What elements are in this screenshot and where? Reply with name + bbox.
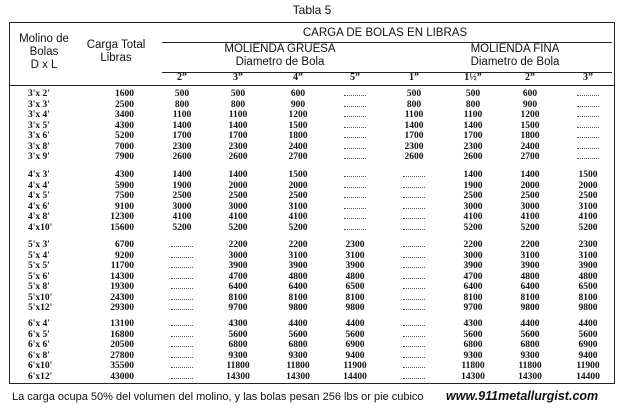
- mill-header-line: Bolas: [29, 46, 59, 58]
- empty-cell-dash: [171, 378, 193, 379]
- total-charge-cell: 3400: [115, 110, 134, 120]
- ball-charge-group-title: CARGA DE BOLAS EN LIBRAS: [302, 27, 468, 39]
- ball-charge-cell: 1200: [520, 110, 540, 120]
- footer-note: La carga ocupa 50% del volumen del molino, y las bolas pesan 256 lbs or pie cubico: [12, 391, 424, 403]
- ball-charge-cell: 8100: [578, 292, 598, 303]
- ball-charge-cell: 1400: [228, 120, 248, 131]
- ball-charge-cell: 3100: [288, 201, 308, 212]
- ball-charge-cell: 4100: [520, 212, 540, 222]
- total-charge-cell: 4300: [115, 120, 134, 131]
- mill-size-cell: 4'x 4': [28, 180, 50, 191]
- total-charge-cell: 7900: [115, 152, 134, 162]
- ball-charge-cell: 8100: [288, 292, 308, 303]
- ball-charge-cell: 2300: [404, 141, 424, 152]
- ball-charge-cell: 800: [465, 99, 481, 110]
- total-charge-cell: 9200: [115, 250, 134, 261]
- empty-cell-dash: [171, 288, 193, 289]
- mill-size-cell: 5'x10': [28, 292, 53, 303]
- ball-charge-cell: 9400: [578, 350, 598, 361]
- ball-charge-cell: 1400: [172, 170, 192, 180]
- empty-cell-dash: [403, 218, 425, 219]
- total-charge-cell: 5900: [115, 180, 134, 191]
- empty-cell-dash: [344, 218, 366, 219]
- empty-cell-dash: [344, 137, 366, 138]
- empty-cell-dash: [403, 325, 425, 326]
- ball-charge-cell: 14300: [226, 371, 250, 382]
- ball-charge-cell: 5200: [520, 222, 540, 233]
- ball-charge-cell: 9700: [228, 303, 248, 313]
- ball-charge-cell: 4300: [228, 319, 248, 329]
- ball-charge-cell: 9300: [228, 350, 248, 361]
- ball-charge-cell: 800: [406, 99, 422, 110]
- empty-cell-dash: [344, 148, 366, 149]
- ball-charge-cell: 6900: [578, 340, 598, 350]
- empty-cell-dash: [403, 229, 425, 230]
- table-caption: Tabla 5: [292, 3, 332, 17]
- ball-charge-cell: 3900: [578, 261, 598, 271]
- empty-cell-dash: [344, 197, 366, 198]
- ball-charge-cell: 2700: [520, 152, 540, 162]
- ball-charge-cell: 5200: [288, 222, 308, 233]
- mill-size-cell: 4'x10': [28, 222, 53, 233]
- ball-charge-cell: 3100: [578, 201, 598, 212]
- total-charge-cell: 29300: [110, 303, 134, 313]
- ball-charge-cell: 2200: [463, 240, 483, 250]
- total-charge-cell: 7000: [115, 141, 134, 152]
- ball-size-header: 2”: [525, 72, 535, 83]
- ball-charge-table: [9, 22, 615, 384]
- ball-charge-cell: 5600: [288, 329, 308, 340]
- mill-size-cell: 3'x 2': [28, 89, 50, 99]
- ball-charge-cell: 1400: [404, 120, 424, 131]
- mill-size-cell: 5'x 8': [28, 282, 50, 292]
- ball-charge-cell: 1800: [288, 131, 308, 141]
- ball-charge-cell: 1400: [463, 170, 483, 180]
- ball-charge-cell: 1700: [404, 131, 424, 141]
- ball-charge-cell: 2300: [463, 141, 483, 152]
- ball-charge-cell: 4700: [463, 271, 483, 282]
- ball-charge-cell: 4400: [345, 319, 365, 329]
- mill-size-cell: 5'x 5': [28, 261, 50, 271]
- empty-cell-dash: [403, 367, 425, 368]
- empty-cell-dash: [344, 208, 366, 209]
- ball-charge-cell: 9300: [520, 350, 540, 361]
- fine-header-line: MOLIENDA FINA: [470, 43, 560, 55]
- empty-cell-dash: [403, 208, 425, 209]
- mill-size-cell: 4'x 6': [28, 201, 50, 212]
- url-prefix: www.911: [446, 389, 499, 403]
- total-charge-cell: 6700: [115, 240, 134, 250]
- total-charge-cell: 16800: [110, 329, 134, 340]
- ball-charge-cell: 11800: [226, 361, 250, 371]
- total-charge-cell: 24300: [110, 292, 134, 303]
- empty-cell-dash: [403, 336, 425, 337]
- mill-size-cell: 5'x12': [28, 303, 53, 313]
- ball-charge-cell: 4100: [228, 212, 248, 222]
- empty-cell-dash: [171, 246, 193, 247]
- ball-charge-cell: 5200: [463, 222, 483, 233]
- empty-cell-dash: [403, 187, 425, 188]
- ball-charge-cell: 6400: [520, 282, 540, 292]
- mill-size-cell: 4'x 8': [28, 212, 50, 222]
- ball-charge-cell: 800: [174, 99, 190, 110]
- ball-charge-cell: 500: [174, 89, 190, 99]
- ball-charge-cell: 6400: [228, 282, 248, 292]
- empty-cell-dash: [403, 246, 425, 247]
- total-charge-cell: 5200: [115, 131, 134, 141]
- total-charge-cell: 2500: [115, 99, 134, 110]
- ball-charge-cell: 1400: [520, 170, 540, 180]
- ball-charge-cell: 9300: [288, 350, 308, 361]
- ball-charge-cell: 3000: [228, 250, 248, 261]
- mill-size-cell: 6'x 4': [28, 319, 50, 329]
- ball-charge-cell: 4300: [463, 319, 483, 329]
- empty-cell-dash: [577, 106, 599, 107]
- ball-charge-cell: 14400: [343, 371, 367, 382]
- empty-cell-dash: [344, 187, 366, 188]
- ball-charge-cell: 900: [522, 99, 538, 110]
- ball-charge-cell: 2300: [228, 141, 248, 152]
- ball-charge-cell: 1200: [288, 110, 308, 120]
- header-bottom-rule: [10, 85, 614, 86]
- ball-size-header: 4”: [293, 72, 303, 83]
- ball-charge-cell: 2600: [172, 152, 192, 162]
- ball-charge-cell: 1700: [463, 131, 483, 141]
- ball-charge-cell: 3900: [345, 261, 365, 271]
- mill-header-line: Molino de: [19, 33, 69, 45]
- empty-cell-dash: [344, 95, 366, 96]
- ball-charge-cell: 1900: [172, 180, 192, 191]
- ball-charge-cell: 8100: [520, 292, 540, 303]
- ball-charge-cell: 1400: [463, 120, 483, 131]
- ball-charge-cell: 5600: [228, 329, 248, 340]
- empty-cell-dash: [403, 278, 425, 279]
- ball-charge-cell: 1100: [228, 110, 248, 120]
- ball-charge-cell: 1500: [578, 170, 598, 180]
- ball-charge-cell: 11900: [576, 361, 600, 371]
- ball-charge-cell: 9800: [520, 303, 540, 313]
- ball-charge-cell: 1800: [520, 131, 540, 141]
- total-charge-cell: 35500: [110, 361, 134, 371]
- ball-charge-cell: 9800: [578, 303, 598, 313]
- empty-cell-dash: [344, 176, 366, 177]
- empty-cell-dash: [403, 378, 425, 379]
- source-url: [446, 389, 598, 403]
- ball-charge-cell: 4100: [463, 212, 483, 222]
- total-charge-cell: 20500: [110, 340, 134, 350]
- ball-charge-cell: 2600: [404, 152, 424, 162]
- ball-charge-cell: 3000: [463, 201, 483, 212]
- total-charge-cell: 1600: [115, 89, 134, 99]
- ball-charge-cell: 4400: [578, 319, 598, 329]
- empty-cell-dash: [171, 267, 193, 268]
- ball-charge-cell: 4800: [578, 271, 598, 282]
- mill-size-cell: 3'x 8': [28, 141, 50, 152]
- empty-cell-dash: [403, 197, 425, 198]
- ball-charge-cell: 6500: [578, 282, 598, 292]
- ball-charge-cell: 6800: [288, 340, 308, 350]
- ball-charge-cell: 6800: [228, 340, 248, 350]
- ball-charge-cell: 3000: [520, 201, 540, 212]
- empty-cell-dash: [577, 116, 599, 117]
- ball-charge-cell: 4800: [520, 271, 540, 282]
- total-charge-cell: 27800: [110, 350, 134, 361]
- ball-charge-cell: 3100: [520, 250, 540, 261]
- mill-size-cell: 3'x 4': [28, 110, 50, 120]
- ball-charge-cell: 1400: [172, 120, 192, 131]
- ball-charge-cell: 2500: [463, 191, 483, 201]
- empty-cell-dash: [403, 176, 425, 177]
- ball-charge-cell: 5200: [228, 222, 248, 233]
- empty-cell-dash: [171, 278, 193, 279]
- ball-charge-cell: 2300: [345, 240, 365, 250]
- ball-charge-cell: 5600: [463, 329, 483, 340]
- ball-charge-cell: 1700: [172, 131, 192, 141]
- total-charge-cell: 11700: [110, 261, 134, 271]
- empty-cell-dash: [171, 346, 193, 347]
- ball-charge-cell: 9300: [463, 350, 483, 361]
- ball-charge-cell: 14300: [461, 371, 485, 382]
- ball-charge-cell: 3000: [228, 201, 248, 212]
- ball-charge-cell: 1900: [463, 180, 483, 191]
- ball-charge-cell: 900: [290, 99, 306, 110]
- ball-charge-cell: 9800: [288, 303, 308, 313]
- mill-size-cell: 3'x 5': [28, 120, 50, 131]
- empty-cell-dash: [577, 127, 599, 128]
- ball-charge-cell: 3000: [172, 201, 192, 212]
- empty-cell-dash: [171, 299, 193, 300]
- empty-cell-dash: [577, 158, 599, 159]
- total-charge-cell: 9100: [115, 201, 134, 212]
- mill-size-cell: 6'x 5': [28, 329, 50, 340]
- url-suffix: .com: [568, 389, 599, 403]
- coarse-header-line: MOLIENDA GRUESA: [224, 43, 336, 55]
- ball-charge-cell: 8100: [345, 292, 365, 303]
- ball-charge-cell: 4400: [520, 319, 540, 329]
- ball-charge-cell: 3900: [520, 261, 540, 271]
- ball-charge-cell: 9700: [463, 303, 483, 313]
- ball-charge-cell: 4800: [345, 271, 365, 282]
- ball-charge-cell: 2500: [172, 191, 192, 201]
- ball-charge-cell: 2000: [288, 180, 308, 191]
- ball-charge-cell: 2500: [578, 191, 598, 201]
- total-charge-cell: 13100: [110, 319, 134, 329]
- ball-charge-cell: 4100: [288, 212, 308, 222]
- ball-charge-cell: 11800: [518, 361, 542, 371]
- mill-size-cell: 3'x 3': [28, 99, 50, 110]
- mill-size-cell: 6'x12': [28, 371, 53, 382]
- ball-charge-cell: 3100: [288, 250, 308, 261]
- empty-cell-dash: [171, 357, 193, 358]
- mill-size-cell: 5'x 3': [28, 240, 50, 250]
- ball-charge-cell: 5200: [578, 222, 598, 233]
- empty-cell-dash: [403, 288, 425, 289]
- mill-size-cell: 3'x 6': [28, 131, 50, 141]
- ball-charge-cell: 5600: [578, 329, 598, 340]
- ball-charge-cell: 2400: [288, 141, 308, 152]
- empty-cell-dash: [403, 346, 425, 347]
- empty-cell-dash: [344, 106, 366, 107]
- empty-cell-dash: [344, 229, 366, 230]
- total-charge-cell: 43000: [110, 371, 134, 382]
- empty-cell-dash: [577, 148, 599, 149]
- empty-cell-dash: [403, 257, 425, 258]
- total-charge-cell: 15600: [110, 222, 134, 233]
- empty-cell-dash: [171, 367, 193, 368]
- fine-header-line: Diametro de Bola: [470, 56, 560, 68]
- ball-charge-cell: 600: [290, 89, 306, 99]
- ball-charge-cell: 9800: [345, 303, 365, 313]
- ball-charge-cell: 6800: [463, 340, 483, 350]
- empty-cell-dash: [403, 357, 425, 358]
- empty-cell-dash: [403, 309, 425, 310]
- ball-charge-cell: 6400: [463, 282, 483, 292]
- ball-charge-cell: 1700: [228, 131, 248, 141]
- empty-cell-dash: [403, 267, 425, 268]
- ball-charge-cell: 3000: [463, 250, 483, 261]
- ball-charge-cell: 2200: [228, 240, 248, 250]
- ball-charge-cell: 4400: [288, 319, 308, 329]
- ball-charge-cell: 3900: [463, 261, 483, 271]
- total-header-line: Carga Total: [86, 39, 146, 51]
- ball-charge-cell: 2200: [288, 240, 308, 250]
- ball-charge-cell: 2000: [578, 180, 598, 191]
- ball-charge-cell: 14300: [518, 371, 542, 382]
- ball-charge-cell: 2500: [228, 191, 248, 201]
- coarse-header-line: Diametro de Bola: [235, 56, 325, 68]
- mill-size-cell: 5'x 6': [28, 271, 50, 282]
- ball-charge-cell: 8100: [228, 292, 248, 303]
- ball-charge-cell: 14400: [576, 371, 600, 382]
- ball-charge-cell: 11800: [286, 361, 310, 371]
- ball-charge-cell: 5200: [172, 222, 192, 233]
- ball-charge-cell: 4100: [578, 212, 598, 222]
- ball-size-header: 3”: [583, 72, 593, 83]
- coarse-grinding-header: [190, 43, 370, 69]
- ball-size-header: 1½”: [464, 72, 482, 83]
- mill-size-cell: 4'x 3': [28, 170, 50, 180]
- ball-charge-cell: 6400: [288, 282, 308, 292]
- ball-charge-cell: 800: [230, 99, 246, 110]
- ball-charge-cell: 4700: [228, 271, 248, 282]
- ball-charge-cell: 1100: [463, 110, 483, 120]
- mill-size-cell: 6'x 8': [28, 350, 50, 361]
- ball-charge-cell: 6900: [345, 340, 365, 350]
- ball-charge-cell: 2700: [288, 152, 308, 162]
- total-charge-cell: 12300: [110, 212, 134, 222]
- mill-size-cell: 5'x 4': [28, 250, 50, 261]
- ball-charge-cell: 14300: [286, 371, 310, 382]
- ball-charge-cell: 6500: [345, 282, 365, 292]
- ball-size-header: 5”: [350, 72, 360, 83]
- url-brand: metallurgist: [498, 389, 569, 403]
- ball-charge-cell: 6800: [520, 340, 540, 350]
- ball-charge-cell: 1500: [288, 170, 308, 180]
- empty-cell-dash: [344, 116, 366, 117]
- ball-charge-cell: 8100: [463, 292, 483, 303]
- ball-charge-cell: 2300: [172, 141, 192, 152]
- fine-grinding-header: [420, 43, 610, 69]
- ball-charge-cell: 500: [465, 89, 481, 99]
- mill-size-cell: 6'x 6': [28, 340, 50, 350]
- ball-charge-cell: 1500: [288, 120, 308, 131]
- empty-cell-dash: [344, 127, 366, 128]
- empty-cell-dash: [171, 309, 193, 310]
- ball-charge-cell: 3900: [228, 261, 248, 271]
- mill-size-cell: 6'x10': [28, 361, 53, 371]
- ball-size-header: 2”: [177, 72, 187, 83]
- ball-charge-cell: 11800: [461, 361, 485, 371]
- empty-cell-dash: [577, 95, 599, 96]
- ball-charge-cell: 3100: [578, 250, 598, 261]
- ball-charge-cell: 2300: [578, 240, 598, 250]
- empty-cell-dash: [403, 299, 425, 300]
- ball-charge-cell: 2500: [288, 191, 308, 201]
- ball-charge-cell: 2200: [520, 240, 540, 250]
- total-charge-header: [78, 39, 154, 65]
- ball-charge-cell: 4100: [172, 212, 192, 222]
- ball-charge-cell: 2600: [228, 152, 248, 162]
- ball-charge-cell: 9400: [345, 350, 365, 361]
- ball-charge-cell: 1500: [520, 120, 540, 131]
- empty-cell-dash: [171, 257, 193, 258]
- empty-cell-dash: [577, 137, 599, 138]
- ball-charge-cell: 5600: [520, 329, 540, 340]
- total-charge-cell: 14300: [110, 271, 134, 282]
- ball-charge-cell: 4800: [288, 271, 308, 282]
- mill-size-header: [14, 33, 74, 72]
- ball-charge-cell: 600: [522, 89, 538, 99]
- ball-charge-cell: 3100: [345, 250, 365, 261]
- ball-charge-cell: 3900: [288, 261, 308, 271]
- ball-charge-cell: 1100: [172, 110, 192, 120]
- empty-cell-dash: [171, 325, 193, 326]
- mill-header-line: D x L: [30, 59, 58, 71]
- ball-charge-cell: 2400: [520, 141, 540, 152]
- ball-charge-cell: 1100: [404, 110, 424, 120]
- total-charge-cell: 19300: [110, 282, 134, 292]
- mill-size-cell: 4'x 5': [28, 191, 50, 201]
- ball-charge-cell: 2500: [520, 191, 540, 201]
- ball-charge-cell: 11900: [343, 361, 367, 371]
- ball-size-header: 3”: [233, 72, 243, 83]
- ball-charge-cell: 500: [230, 89, 246, 99]
- empty-cell-dash: [171, 336, 193, 337]
- ball-charge-cell: 2000: [520, 180, 540, 191]
- ball-charge-cell: 2000: [228, 180, 248, 191]
- ball-charge-cell: 1400: [228, 170, 248, 180]
- ball-charge-cell: 2600: [463, 152, 483, 162]
- mill-size-cell: 3'x 9': [28, 152, 50, 162]
- ball-charge-cell: 5600: [345, 329, 365, 340]
- ball-charge-cell: 500: [406, 89, 422, 99]
- empty-cell-dash: [344, 158, 366, 159]
- total-header-line: Libras: [100, 52, 132, 64]
- ball-size-header: 1”: [409, 72, 419, 83]
- total-charge-cell: 7500: [115, 191, 134, 201]
- total-charge-cell: 4300: [115, 170, 134, 180]
